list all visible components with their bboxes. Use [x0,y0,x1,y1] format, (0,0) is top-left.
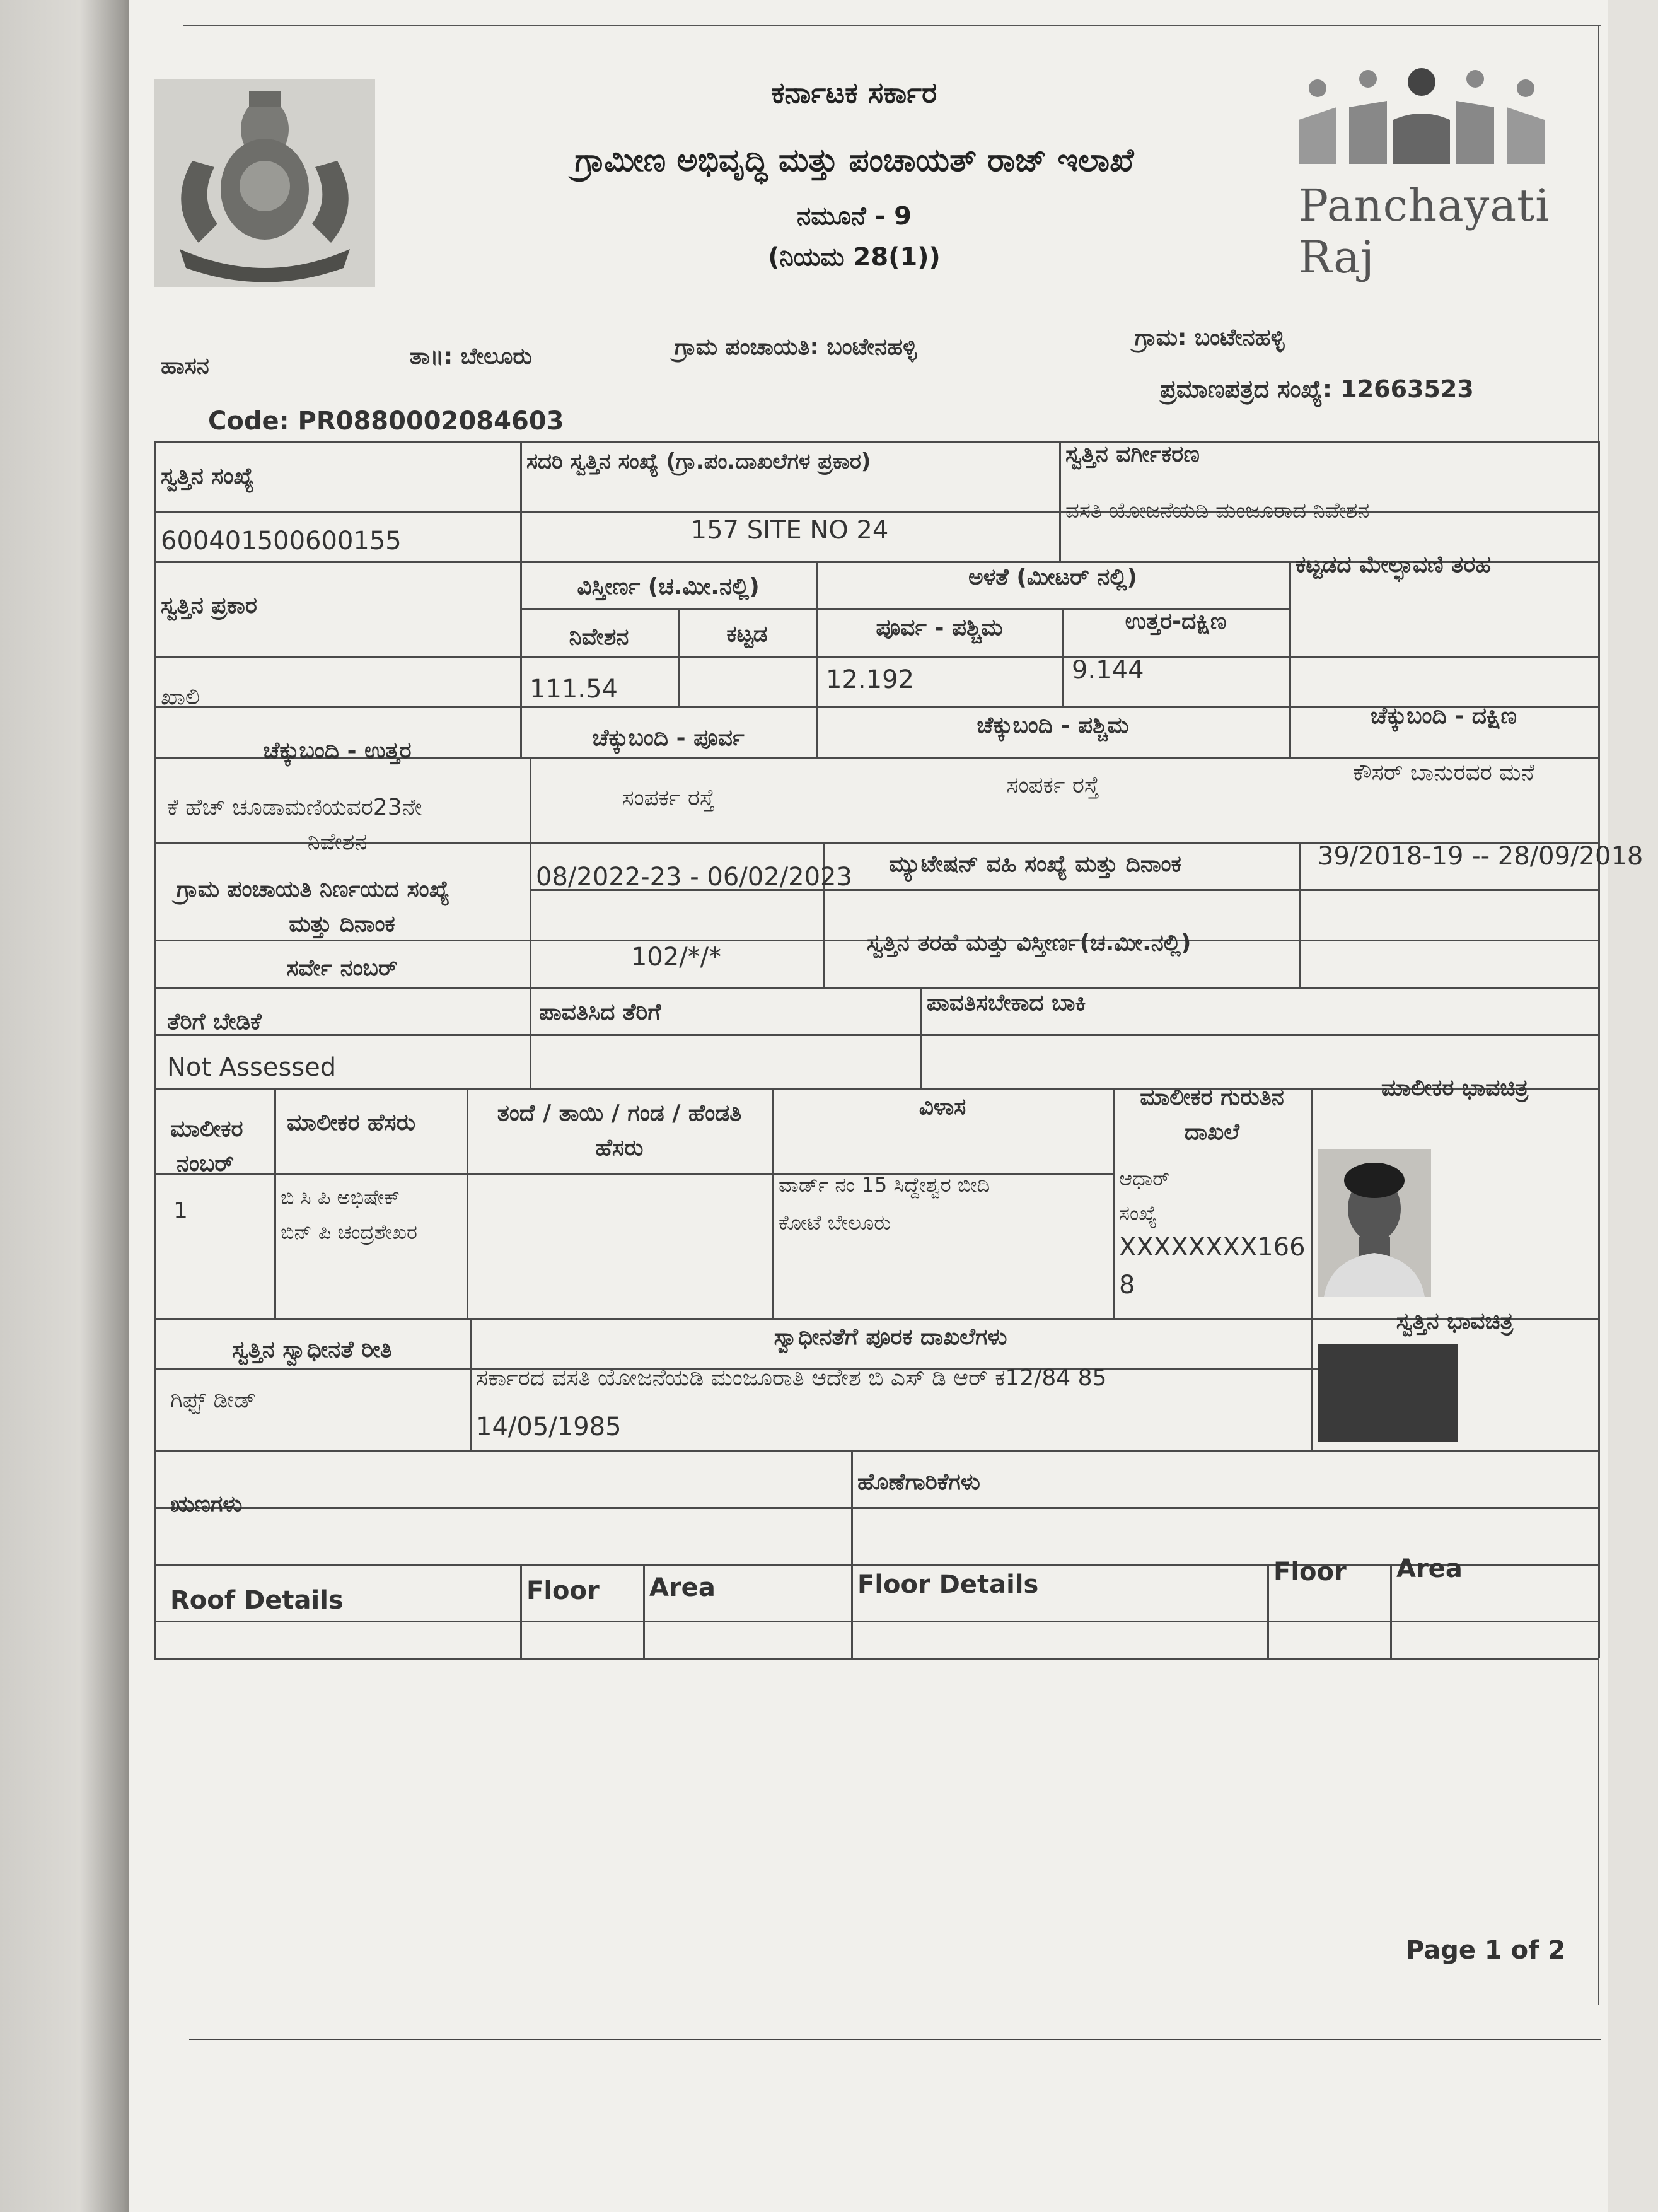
grid-line [154,656,1598,658]
north-south-label: ಉತ್ತರ-ದಕ್ಷಿಣ [1125,608,1227,634]
property-type-area-label: ಸ್ವತ್ತಿನ ತರಹೆ ಮತ್ತು ವಿಸ್ತೀರ್ಣ(ಚ.ಮೀ.ನಲ್ಲಿ) [867,930,1191,956]
property-code: Code: PR0880002084603 [208,407,564,436]
area-label-2: Area [1396,1554,1463,1583]
department-title: ಗ್ರಾಮೀಣ ಅಭಿವೃದ್ಧಿ ಮತ್ತು ಪಂಚಾಯತ್ ರಾಜ್ ಇಲಾಖೆ [574,142,1134,178]
ownership-docs-date: 14/05/1985 [476,1412,622,1441]
survey-label: ಸರ್ವೇ ನಂಬರ್ [286,955,398,981]
west-boundary-value: ಸಂಪರ್ಕ ರಸ್ತೆ [1006,772,1099,798]
old-number-value: 157 SITE NO 24 [690,516,889,545]
grid-line [1299,842,1301,987]
grid-line [274,1088,276,1318]
owner-photo-label: ಮಾಲೀಕರ ಭಾವಚಿತ್ರ [1381,1075,1529,1101]
grid-line [154,1564,1598,1566]
logo-text: Panchayati Raj [1299,180,1550,283]
owner-no-value: 1 [173,1198,188,1224]
ownership-method-label: ಸ್ವತ್ತಿನ ಸ್ವಾಧೀನತೆ ರೀತಿ [232,1337,392,1363]
grid-line [154,1450,1598,1452]
property-id-value: 600401500600155 [161,527,402,556]
west-boundary-label: ಚೆಕ್ಕುಬಂದಿ - ಪಶ್ಚಿಮ [977,713,1129,738]
owner-id-number: XXXXXXXX166 [1119,1233,1306,1262]
grid-line [643,1564,645,1658]
grid-line [154,511,1598,513]
south-boundary-label: ಚೆಕ್ಕುಬಂದಿ - ದಕ್ಷಿಣ [1371,703,1517,729]
east-west-label: ಪೂರ್ವ - ಪಶ್ಚಿಮ [876,615,1003,641]
owner-id-label: ಮಾಲೀಕರ ಗುರುತಿನ [1140,1085,1284,1110]
classification-label: ಸ್ವತ್ತಿನ ವರ್ಗೀಕರಣ [1065,441,1200,467]
floor-label-1: Floor [526,1576,600,1605]
grid-line [851,1450,853,1658]
property-type-label: ಸ್ವತ್ತಿನ ಪ್ರಕಾರ [161,593,257,619]
resolution-label-2: ಮತ್ತು ದಿನಾಂಕ [289,911,395,937]
roof-type-label: ಕಟ್ಟಡದ ಮೇಲ್ಛಾವಣಿ ತರಹ [1296,552,1492,578]
floor-details-label: Floor Details [857,1570,1039,1599]
owner-no-label-2: ನಂಬರ್ [177,1151,235,1177]
grid-line [1267,1564,1269,1658]
grid-line [154,1621,1598,1622]
tax-demand-label: ತೆರಿಗೆ ಬೇಡಿಕೆ [167,1009,262,1035]
area-label-1: Area [649,1573,716,1602]
property-id-label: ಸ್ವತ್ತಿನ ಸಂಖ್ಯೆ [161,463,254,489]
east-west-value: 12.192 [826,665,914,694]
old-number-label: ಸದರಿ ಸ್ವತ್ತಿನ ಸಂಖ್ಯೆ (ಗ್ರಾ.ಪಂ.ದಾಖಲೆಗಳ ಪ್ರಕಾರ) [526,449,871,474]
bottom-rule [189,2039,1601,2040]
owner-no-label: ಮಾಲೀಕರ [170,1116,243,1142]
page-edge-shadow [0,0,145,2212]
form-number: ನಮೂನೆ - 9 [797,202,912,231]
dimensions-label: ಅಳತೆ (ಮೀಟರ್ ನಲ್ಲಿ) [968,564,1137,590]
area-label: ವಿಸ್ತೀರ್ಣ (ಚ.ಮೀ.ನಲ್ಲಿ) [577,574,760,600]
survey-value: 102/*/* [630,943,722,972]
address-value-2: ಕೋಟೆ ಬೇಲೂರು [779,1211,891,1235]
owner-id-type-2: ಸಂಖ್ಯೆ [1119,1201,1157,1225]
village: ಗ್ರಾಮ: ಬಂಟೇನಹಳ್ಳಿ [1135,325,1285,351]
building-label: ಕಟ್ಟಡ [726,621,768,647]
certificate-number: ಪ್ರಮಾಣಪತ್ರದ ಸಂಖ್ಯೆ: 12663523 [1160,375,1474,403]
grid-line [1390,1564,1392,1658]
owner-name-value: ಬಿ ಸಿ ಪಿ ಅಭಿಷೇಕ್ [281,1185,400,1209]
address-value: ವಾರ್ಡ್ ನಂ 15 ಸಿದ್ದೇಶ್ವರ ಬೀದಿ [779,1173,990,1197]
owner-id-label-2: ದಾಖಲೆ [1185,1119,1239,1145]
grid-line [1311,1088,1313,1450]
site-label: ನಿವೇಶನ [569,624,629,650]
property-photo [1318,1344,1458,1442]
tax-demand-value: Not Assessed [167,1053,337,1082]
north-boundary-value-2: ನಿವೇಶನ [307,829,368,855]
page-number: Page 1 of 2 [1406,1936,1566,1965]
roof-details-label: Roof Details [170,1586,344,1615]
encumbrance-label: ಋಣಗಳು [170,1491,243,1517]
address-label: ವಿಳಾಸ [919,1094,966,1120]
east-boundary-label: ಚೆಕ್ಕುಬಂದಿ - ಪೂರ್ವ [592,725,745,751]
ownership-docs-label: ಸ್ವಾಧೀನತೆಗೆ ಪೂರಕ ದಾಖಲೆಗಳು [774,1324,1007,1350]
south-boundary-value: ಕೌಸರ್ ಬಾನುರವರ ಮನೆ [1353,760,1534,786]
grid-line [154,1034,1598,1036]
owner-name-value-2: ಬಿನ್ ಪಿ ಚಂದ್ರಶೇಖರ [281,1220,417,1244]
grid-line [520,1564,522,1658]
grid-line [154,1507,1598,1509]
property-photo-label: ಸ್ವತ್ತಿನ ಭಾವಚಿತ್ರ [1396,1308,1514,1334]
north-boundary-label: ಚೆಕ್ಕುಬಂದಿ - ಉತ್ತರ [263,738,412,764]
resolution-label: ಗ್ರಾಮ ಪಂಚಾಯತಿ ನಿರ್ಣಯದ ಸಂಖ್ಯೆ [177,876,450,902]
grid-line [154,1658,1598,1660]
owner-name-label: ಮಾಲೀಕರ ಹೆಸರು [287,1110,416,1136]
gram-panchayat: ಗ್ರಾಮ ಪಂಚಾಯತಿ: ಬಂಟೇನಹಳ್ಳಿ [675,334,917,360]
classification-value: ವಸತಿ ಯೋಜನೆಯಡಿ ಮಂಜೂರಾದ ನಿವೇಶನ [1065,498,1370,523]
mutation-label: ಮ್ಯುಟೇಷನ್ ವಹಿ ಸಂಖ್ಯೆ ಮತ್ತು ದಿನಾಂಕ [889,851,1181,877]
owner-id-number-2: 8 [1119,1271,1135,1300]
tax-balance-label: ಪಾವತಿಸಬೇಕಾದ ಬಾಕಿ [927,990,1086,1016]
ownership-method-value: ಗಿಫ್ಟ್ ಡೀಡ್ [170,1387,257,1413]
rule-number: (ನಿಯಮ 28(1)) [768,243,941,272]
owner-id-type: ಆಧಾರ್ [1119,1167,1170,1190]
grid-line [920,987,922,1088]
north-boundary-value: ಕೆ ಹೆಚ್ ಚೂಡಾಮಣಿಯವರ23ನೇ [167,795,422,820]
ownership-docs-value: ಸರ್ಕಾರದ ವಸತಿ ಯೋಜನೆಯಡಿ ಮಂಜೂರಾತಿ ಆದೇಶ ಬಿ ಎಸ್ ಡಿ ಆರ್ ಕ12/84 85 [476,1365,1107,1391]
owner-photo [1318,1149,1431,1297]
east-boundary-value: ಸಂಪರ್ಕ ರಸ್ತೆ [622,785,715,811]
grid-line [154,987,1598,989]
grid-line [772,1088,774,1318]
liabilities-label: ಹೊಣೆಗಾರಿಕೆಗಳು [857,1469,980,1495]
mutation-value: 39/2018-19 -- 28/09/2018 [1318,842,1644,871]
grid-line [154,441,156,1658]
taluk: ತಾ॥: ಬೇಲೂರು [410,344,532,370]
top-rule [183,25,1601,26]
grid-line [1059,441,1061,561]
site-area-value: 111.54 [530,675,618,704]
north-south-value: 9.144 [1072,656,1144,685]
relation-label-2: ಹೆಸರು [595,1135,644,1161]
tax-paid-label: ಪಾವತಿಸಿದ ತೆರಿಗೆ [539,999,661,1025]
resolution-value: 08/2022-23 - 06/02/2023 [536,863,852,892]
government-title: ಕರ್ನಾಟಕ ಸರ್ಕಾರ [771,76,937,110]
relation-label: ತಂದೆ / ತಾಯಿ / ಗಂಡ / ಹೆಂಡತಿ [497,1100,742,1126]
district: ಹಾಸನ [161,353,209,379]
grid-line [1598,441,1600,1658]
property-type-value: ಖಾಲಿ [161,684,200,710]
grid-line [154,441,1598,443]
floor-label-2: Floor [1273,1557,1347,1586]
